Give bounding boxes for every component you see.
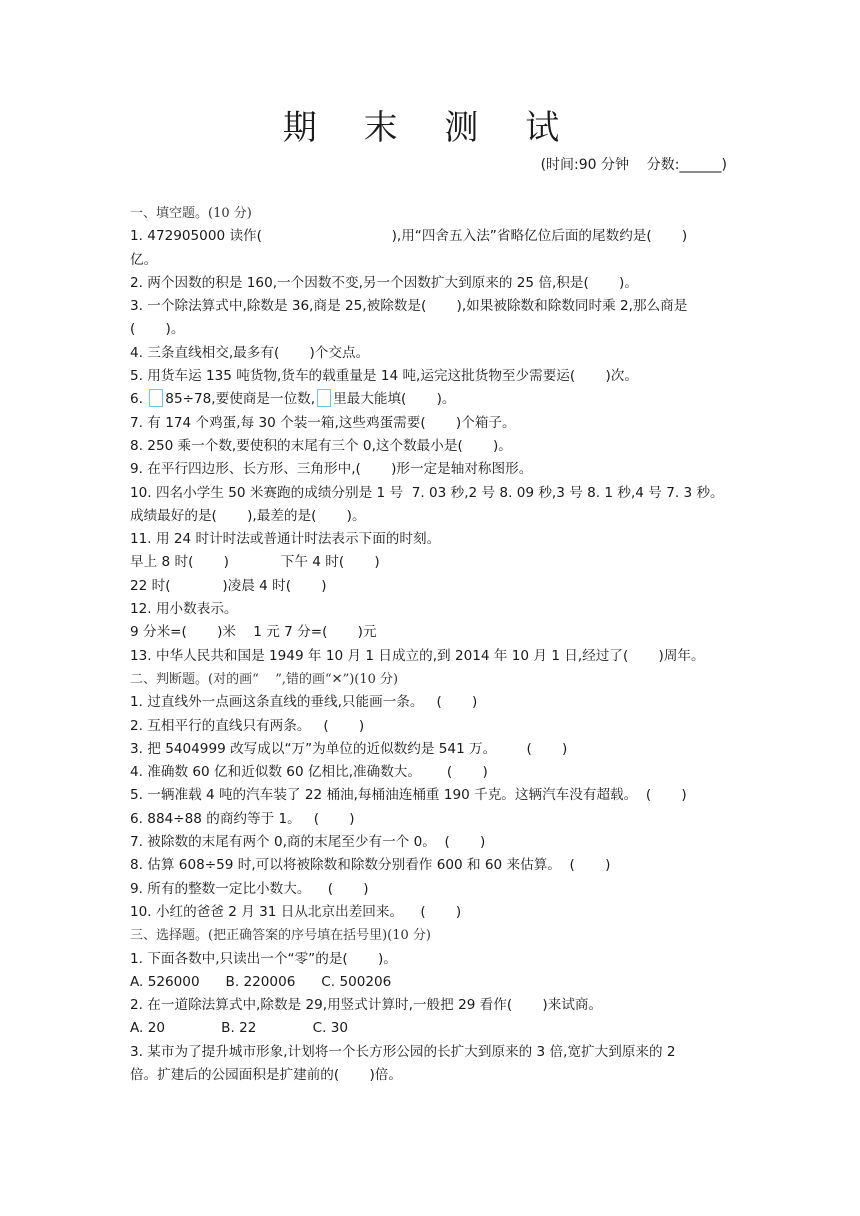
question-line: 9 分米=( )米 1 元 7 分=( )元 bbox=[130, 624, 377, 641]
question-line: 4. 准确数 60 亿和近似数 60 亿相比,准确数大。 ( ) bbox=[130, 764, 488, 781]
question-line: A. 526000 B. 220006 C. 500206 bbox=[130, 973, 392, 990]
question-line: 7. 有 174 个鸡蛋,每 30 个装一箱,这些鸡蛋需要( )个箱子。 bbox=[130, 414, 516, 431]
exam-content bbox=[130, 202, 730, 1087]
question-line: 6. 884÷88 的商约等于 1。 ( ) bbox=[130, 810, 355, 827]
question-text: 85÷78,要使商是一位数, bbox=[165, 391, 316, 408]
section-heading: 三、选择题。(把正确答案的序号填在括号里)(10 分) bbox=[130, 928, 431, 944]
question-line: 10. 四名小学生 50 米赛跑的成绩分别是 1 号 7. 03 秒,2 号 8. 09 秒,3 号 8. 1 秒,4 号 7. 3 秒。 bbox=[130, 484, 724, 501]
question-line: ( )。 bbox=[130, 321, 185, 338]
question-line: 22 时( )凌晨 4 时( ) bbox=[130, 577, 327, 594]
question-line: 早上 8 时( ) 下午 4 时( ) bbox=[130, 554, 380, 571]
question-text: 6. bbox=[130, 391, 148, 408]
question-line: 2. 两个因数的积是 160,一个因数不变,另一个因数扩大到原来的 25 倍,积是( )。 bbox=[130, 274, 638, 291]
question-text: 里最大能填( )。 bbox=[333, 391, 456, 408]
exam-time-score-line: (时间:90 分钟 分数:______) bbox=[540, 157, 727, 173]
question-line: 7. 被除数的末尾有两个 0,商的末尾至少有一个 0。 ( ) bbox=[130, 834, 486, 851]
blank-box bbox=[149, 389, 163, 407]
question-line: 5. 用货车运 135 吨货物,货车的载重量是 14 吨,运完这批货物至少需要运( )次。 bbox=[130, 368, 638, 385]
question-line: 成绩最好的是( ),最差的是( )。 bbox=[130, 507, 366, 524]
question-line: 9. 所有的整数一定比小数大。 ( ) bbox=[130, 880, 369, 897]
question-line: 13. 中华人民共和国是 1949 年 10 月 1 日成立的,到 2014 年 10 月 1 日,经过了( )周年。 bbox=[130, 647, 705, 664]
question-line: 2. 互相平行的直线只有两条。 ( ) bbox=[130, 717, 365, 734]
question-line: 3. 一个除法算式中,除数是 36,商是 25,被除数是( ),如果被除数和除数同时乘 2,那么商是 bbox=[130, 298, 688, 315]
question-line: 4. 三条直线相交,最多有( )个交点。 bbox=[130, 344, 370, 361]
section-heading: 二、判断题。(对的画“ ”,错的画“✕”)(10 分) bbox=[130, 671, 399, 687]
question-line: 8. 估算 608÷59 时,可以将被除数和除数分别看作 600 和 60 来估算。 ( ) bbox=[130, 857, 611, 874]
question-line: A. 20 B. 22 C. 30 bbox=[130, 1020, 349, 1037]
question-line: 10. 小红的爸爸 2 月 31 日从北京出差回来。 ( ) bbox=[130, 903, 462, 920]
blank-box bbox=[317, 389, 331, 407]
question-line: 1. 472905000 读作( ),用“四舍五入法”省略亿位后面的尾数约是( ) bbox=[130, 228, 688, 245]
question-line: 3. 把 5404999 改写成以“万”为单位的近似数约是 541 万。 ( ) bbox=[130, 740, 568, 757]
question-line: 倍。扩建后的公园面积是扩建前的( )倍。 bbox=[130, 1066, 402, 1083]
question-line bbox=[130, 388, 730, 411]
question-line: 3. 某市为了提升城市形象,计划将一个长方形公园的长扩大到原来的 3 倍,宽扩大到原来的 2 bbox=[130, 1043, 676, 1060]
question-line: 8. 250 乘一个数,要使积的末尾有三个 0,这个数最小是( )。 bbox=[130, 437, 512, 454]
page-title: 期 末 测 试 bbox=[282, 108, 578, 148]
question-line: 1. 下面各数中,只读出一个“零”的是( )。 bbox=[130, 950, 397, 967]
question-line: 2. 在一道除法算式中,除数是 29,用竖式计算时,一般把 29 看作( )来试商。 bbox=[130, 997, 603, 1014]
question-line: 11. 用 24 时计时法或普通计时法表示下面的时刻。 bbox=[130, 531, 441, 548]
section-heading: 一、填空题。(10 分) bbox=[130, 206, 252, 221]
question-line: 1. 过直线外一点画这条直线的垂线,只能画一条。 ( ) bbox=[130, 694, 478, 711]
question-line: 9. 在平行四边形、长方形、三角形中,( )形一定是轴对称图形。 bbox=[130, 461, 533, 478]
question-line: 亿。 bbox=[130, 251, 158, 268]
question-line: 12. 用小数表示。 bbox=[130, 601, 238, 618]
question-line: 5. 一辆准载 4 吨的汽车装了 22 桶油,每桶油连桶重 190 千克。这辆汽车没有超载。 ( ) bbox=[130, 787, 687, 804]
